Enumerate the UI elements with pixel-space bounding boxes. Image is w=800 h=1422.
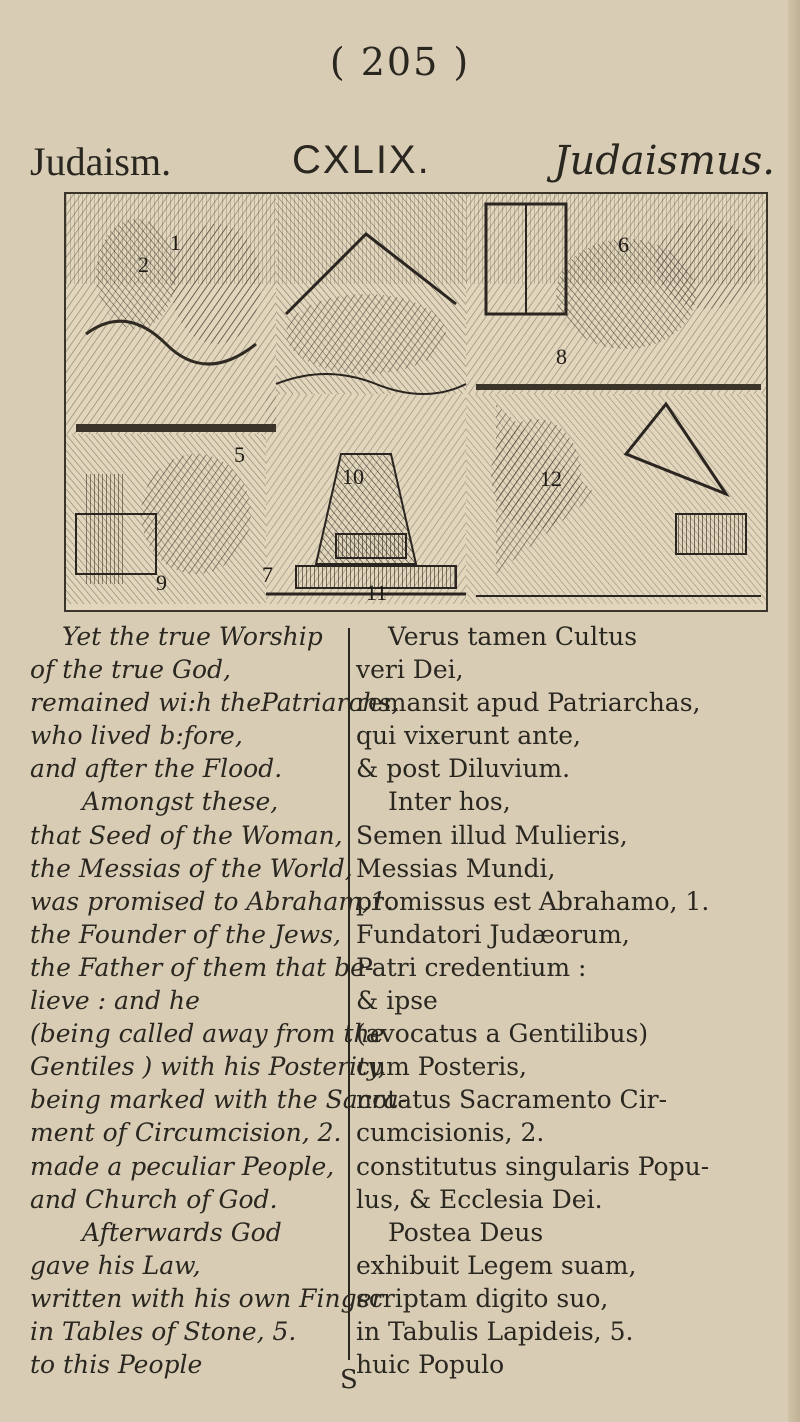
english-line: remained wi:h thePatriarchs, bbox=[30, 688, 400, 718]
english-line: to this People bbox=[30, 1350, 203, 1380]
plate-number-10: 10 bbox=[342, 464, 364, 489]
english-line: and Church of God. bbox=[30, 1184, 278, 1214]
plate-number-5: 5 bbox=[234, 442, 245, 467]
english-line: the Founder of the Jews, bbox=[30, 919, 341, 949]
latin-line: qui vixerunt ante, bbox=[356, 721, 581, 751]
signature-mark: S bbox=[340, 1365, 358, 1395]
running-header bbox=[30, 138, 775, 198]
plate-number-7: 7 bbox=[262, 562, 273, 587]
header-english-title: Judaism. bbox=[30, 139, 172, 184]
english-line: the Father of them that be- bbox=[30, 952, 374, 982]
latin-line: huic Populo bbox=[356, 1350, 505, 1380]
latin-line: exhibuit Legem suam, bbox=[356, 1250, 637, 1280]
latin-line: veri Dei, bbox=[356, 655, 464, 685]
latin-line: Fundatori Judæorum, bbox=[356, 919, 630, 949]
latin-line: lus, & Ecclesia Dei. bbox=[356, 1184, 603, 1214]
latin-line: & ipse bbox=[356, 986, 438, 1016]
plate-number-1: 1 bbox=[170, 230, 181, 255]
plate-number-11: 11 bbox=[366, 580, 388, 605]
engraving-plate bbox=[64, 192, 768, 612]
latin-line: & post Diluvium. bbox=[356, 754, 571, 784]
latin-line: Verus tamen Cultus bbox=[388, 622, 638, 651]
plate-number-2: 2 bbox=[138, 252, 149, 277]
scene-moses-tables bbox=[466, 394, 766, 604]
latin-line: promissus est Abrahamo, 1. bbox=[356, 886, 710, 916]
english-line: Afterwards God bbox=[82, 1217, 282, 1247]
english-line: (being called away from the bbox=[30, 1019, 385, 1049]
english-line: lieve : and he bbox=[30, 986, 200, 1016]
plate-number-12: 12 bbox=[540, 466, 562, 491]
plate-number-6: 6 bbox=[618, 232, 629, 257]
english-line: Gentiles ) with his Posterity, bbox=[30, 1052, 386, 1082]
english-line: that Seed of the Woman, bbox=[30, 820, 343, 850]
english-line: was promised to Abraham,1. bbox=[30, 886, 394, 916]
english-line: written with his own Finger bbox=[30, 1283, 384, 1313]
latin-line: Messias Mundi, bbox=[356, 853, 556, 883]
latin-line: cum Posteris, bbox=[356, 1052, 528, 1082]
latin-line: (avocatus a Gentilibus) bbox=[356, 1019, 649, 1049]
english-line: and after the Flood. bbox=[30, 754, 283, 784]
latin-line: notatus Sacramento Cir- bbox=[356, 1085, 668, 1115]
latin-line: Patri credentium : bbox=[356, 952, 587, 982]
english-line: who lived b:fore, bbox=[30, 721, 243, 751]
scene-covenant bbox=[466, 194, 766, 394]
latin-column bbox=[348, 620, 788, 1381]
english-line: in Tables of Stone, 5. bbox=[30, 1316, 297, 1346]
engraving-illustration bbox=[66, 194, 766, 610]
english-line: the Messias of the World, bbox=[30, 853, 353, 883]
header-latin-title: Judaismus. bbox=[553, 138, 775, 184]
latin-line: constitutus singularis Popu- bbox=[356, 1151, 710, 1181]
english-line: Amongst these, bbox=[82, 787, 279, 817]
english-line: Yet the true Worship bbox=[62, 622, 323, 651]
page-edge bbox=[788, 0, 800, 1422]
scene-flood bbox=[276, 194, 466, 394]
latin-line: remansit apud Patriarchas, bbox=[356, 688, 701, 718]
latin-line: in Tabulis Lapideis, 5. bbox=[356, 1316, 634, 1346]
latin-line: Inter hos, bbox=[388, 787, 511, 817]
latin-line: scriptam digito suo, bbox=[356, 1283, 609, 1313]
latin-line: Postea Deus bbox=[388, 1217, 544, 1247]
english-line: ment of Circumcision, 2. bbox=[30, 1118, 342, 1148]
header-chapter-number: CXLIX. bbox=[292, 138, 431, 182]
latin-line: cumcisionis, 2. bbox=[356, 1118, 545, 1148]
plate-number-9: 9 bbox=[156, 570, 167, 595]
english-line: being marked with the Sacra- bbox=[30, 1085, 408, 1115]
scene-altar bbox=[266, 394, 466, 604]
english-line: made a peculiar People, bbox=[30, 1151, 335, 1181]
english-line: of the true God, bbox=[30, 655, 231, 685]
latin-line: Semen illud Mulieris, bbox=[356, 820, 628, 850]
plate-number-8: 8 bbox=[556, 344, 567, 369]
english-line: gave his Law, bbox=[30, 1250, 201, 1280]
page-number: ( 205 ) bbox=[329, 40, 471, 84]
